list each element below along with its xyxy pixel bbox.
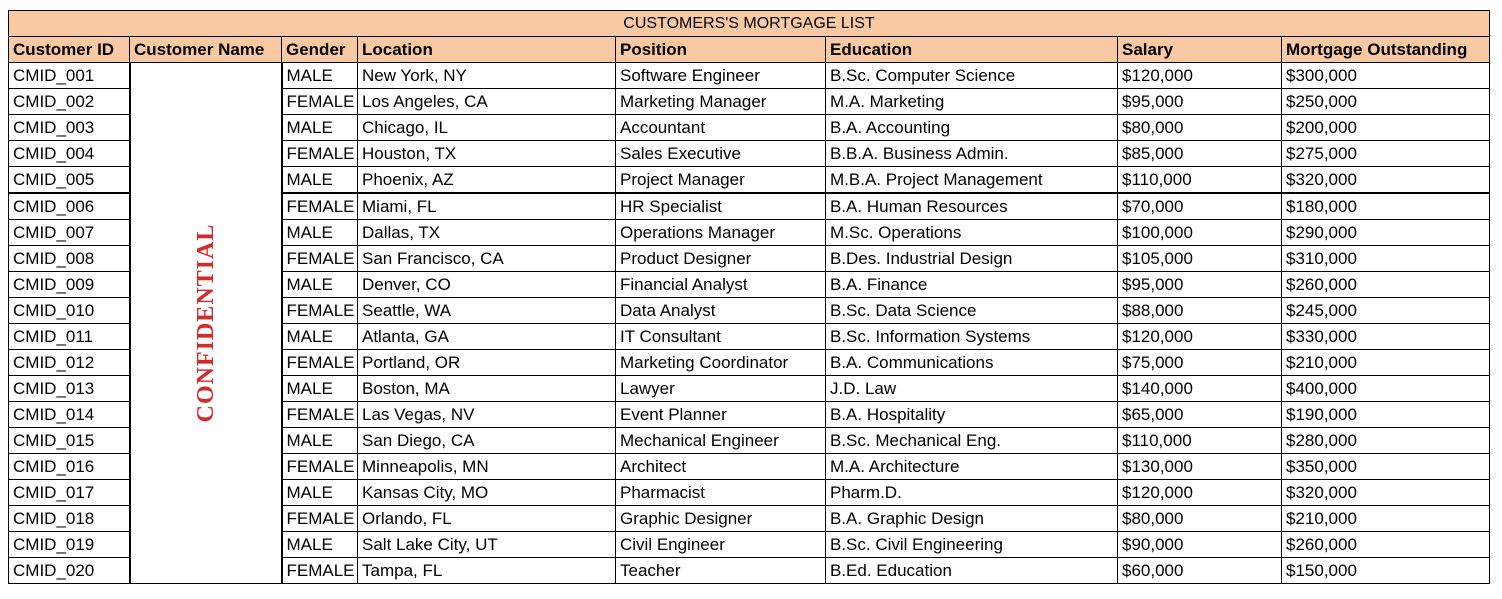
cell-customer-id: CMID_019 — [9, 532, 130, 558]
cell-mortgage: $400,000 — [1282, 376, 1490, 402]
cell-customer-id: CMID_013 — [9, 376, 130, 402]
cell-customer-id: CMID_015 — [9, 428, 130, 454]
cell-position: Software Engineer — [616, 63, 826, 89]
cell-salary: $120,000 — [1118, 324, 1282, 350]
cell-customer-id: CMID_014 — [9, 402, 130, 428]
cell-customer-id: CMID_011 — [9, 324, 130, 350]
cell-salary: $120,000 — [1118, 480, 1282, 506]
cell-gender: FEMALE — [282, 141, 358, 167]
cell-position: Mechanical Engineer — [616, 428, 826, 454]
header-row — [9, 37, 1490, 63]
cell-position: Project Manager — [616, 167, 826, 194]
cell-salary: $95,000 — [1118, 272, 1282, 298]
column-header: Education — [826, 37, 1118, 63]
cell-mortgage: $250,000 — [1282, 89, 1490, 115]
cell-location: New York, NY — [358, 63, 616, 89]
cell-salary: $120,000 — [1118, 63, 1282, 89]
cell-mortgage: $210,000 — [1282, 350, 1490, 376]
cell-position: Accountant — [616, 115, 826, 141]
cell-gender: MALE — [282, 272, 358, 298]
column-header: Customer ID — [9, 37, 130, 63]
cell-position: Sales Executive — [616, 141, 826, 167]
cell-customer-id: CMID_006 — [9, 193, 130, 220]
cell-salary: $80,000 — [1118, 506, 1282, 532]
cell-mortgage: $260,000 — [1282, 532, 1490, 558]
cell-mortgage: $290,000 — [1282, 220, 1490, 246]
column-header: Salary — [1118, 37, 1282, 63]
cell-education: M.A. Marketing — [826, 89, 1118, 115]
cell-customer-id: CMID_018 — [9, 506, 130, 532]
cell-gender: MALE — [282, 376, 358, 402]
cell-salary: $88,000 — [1118, 298, 1282, 324]
column-header: Gender — [282, 37, 358, 63]
cell-position: Pharmacist — [616, 480, 826, 506]
confidential-label: CONFIDENTIAL — [192, 223, 219, 423]
cell-gender: FEMALE — [282, 558, 358, 584]
cell-gender: MALE — [282, 115, 358, 141]
cell-customer-id: CMID_020 — [9, 558, 130, 584]
cell-location: San Diego, CA — [358, 428, 616, 454]
cell-salary: $90,000 — [1118, 532, 1282, 558]
cell-education: B.A. Communications — [826, 350, 1118, 376]
cell-gender: MALE — [282, 532, 358, 558]
cell-mortgage: $275,000 — [1282, 141, 1490, 167]
cell-customer-id: CMID_009 — [9, 272, 130, 298]
cell-location: Chicago, IL — [358, 115, 616, 141]
cell-salary: $140,000 — [1118, 376, 1282, 402]
cell-gender: MALE — [282, 220, 358, 246]
cell-salary: $130,000 — [1118, 454, 1282, 480]
cell-salary: $110,000 — [1118, 428, 1282, 454]
cell-education: B.Sc. Civil Engineering — [826, 532, 1118, 558]
cell-mortgage: $150,000 — [1282, 558, 1490, 584]
cell-customer-id: CMID_003 — [9, 115, 130, 141]
cell-gender: FEMALE — [282, 402, 358, 428]
cell-mortgage: $280,000 — [1282, 428, 1490, 454]
cell-location: Denver, CO — [358, 272, 616, 298]
cell-gender: FEMALE — [282, 506, 358, 532]
cell-gender: FEMALE — [282, 193, 358, 220]
cell-mortgage: $180,000 — [1282, 193, 1490, 220]
cell-salary: $85,000 — [1118, 141, 1282, 167]
mortgage-list-sheet — [8, 10, 1490, 584]
cell-location: Miami, FL — [358, 193, 616, 220]
cell-location: Dallas, TX — [358, 220, 616, 246]
cell-gender: MALE — [282, 167, 358, 194]
cell-position: Civil Engineer — [616, 532, 826, 558]
cell-location: San Francisco, CA — [358, 246, 616, 272]
cell-location: Salt Lake City, UT — [358, 532, 616, 558]
cell-salary: $110,000 — [1118, 167, 1282, 194]
cell-gender: FEMALE — [282, 89, 358, 115]
customer-name-redacted-cell — [130, 63, 282, 584]
mortgage-table — [8, 10, 1490, 584]
cell-position: Marketing Coordinator — [616, 350, 826, 376]
cell-education: M.A. Architecture — [826, 454, 1118, 480]
cell-salary: $95,000 — [1118, 89, 1282, 115]
cell-position: Data Analyst — [616, 298, 826, 324]
cell-position: Teacher — [616, 558, 826, 584]
cell-location: Las Vegas, NV — [358, 402, 616, 428]
cell-gender: FEMALE — [282, 298, 358, 324]
cell-gender: FEMALE — [282, 454, 358, 480]
cell-position: Architect — [616, 454, 826, 480]
cell-location: Orlando, FL — [358, 506, 616, 532]
cell-position: Financial Analyst — [616, 272, 826, 298]
cell-education: B.Sc. Computer Science — [826, 63, 1118, 89]
cell-salary: $75,000 — [1118, 350, 1282, 376]
cell-location: Los Angeles, CA — [358, 89, 616, 115]
cell-mortgage: $310,000 — [1282, 246, 1490, 272]
table-body — [9, 63, 1490, 584]
cell-education: B.A. Finance — [826, 272, 1118, 298]
cell-gender: MALE — [282, 63, 358, 89]
cell-location: Atlanta, GA — [358, 324, 616, 350]
cell-customer-id: CMID_002 — [9, 89, 130, 115]
cell-location: Seattle, WA — [358, 298, 616, 324]
table-row — [9, 63, 1490, 89]
cell-customer-id: CMID_016 — [9, 454, 130, 480]
cell-education: B.B.A. Business Admin. — [826, 141, 1118, 167]
cell-education: Pharm.D. — [826, 480, 1118, 506]
cell-gender: FEMALE — [282, 350, 358, 376]
cell-gender: MALE — [282, 428, 358, 454]
cell-mortgage: $320,000 — [1282, 167, 1490, 194]
sheet-title: CUSTOMERS'S MORTGAGE LIST — [9, 11, 1490, 37]
cell-customer-id: CMID_010 — [9, 298, 130, 324]
cell-education: B.Sc. Information Systems — [826, 324, 1118, 350]
cell-education: M.Sc. Operations — [826, 220, 1118, 246]
cell-location: Tampa, FL — [358, 558, 616, 584]
cell-customer-id: CMID_017 — [9, 480, 130, 506]
cell-education: B.A. Human Resources — [826, 193, 1118, 220]
cell-salary: $70,000 — [1118, 193, 1282, 220]
cell-mortgage: $200,000 — [1282, 115, 1490, 141]
cell-salary: $65,000 — [1118, 402, 1282, 428]
cell-salary: $60,000 — [1118, 558, 1282, 584]
column-header: Location — [358, 37, 616, 63]
cell-location: Phoenix, AZ — [358, 167, 616, 194]
cell-location: Portland, OR — [358, 350, 616, 376]
cell-education: M.B.A. Project Management — [826, 167, 1118, 194]
cell-gender: MALE — [282, 324, 358, 350]
cell-education: B.Sc. Data Science — [826, 298, 1118, 324]
cell-education: B.A. Accounting — [826, 115, 1118, 141]
cell-mortgage: $350,000 — [1282, 454, 1490, 480]
cell-mortgage: $210,000 — [1282, 506, 1490, 532]
cell-education: B.A. Hospitality — [826, 402, 1118, 428]
cell-position: Product Designer — [616, 246, 826, 272]
cell-location: Boston, MA — [358, 376, 616, 402]
cell-mortgage: $330,000 — [1282, 324, 1490, 350]
cell-location: Kansas City, MO — [358, 480, 616, 506]
cell-salary: $80,000 — [1118, 115, 1282, 141]
cell-location: Minneapolis, MN — [358, 454, 616, 480]
column-header: Customer Name — [130, 37, 282, 63]
cell-mortgage: $320,000 — [1282, 480, 1490, 506]
cell-position: Graphic Designer — [616, 506, 826, 532]
cell-mortgage: $245,000 — [1282, 298, 1490, 324]
cell-position: Operations Manager — [616, 220, 826, 246]
cell-education: B.Sc. Mechanical Eng. — [826, 428, 1118, 454]
cell-gender: MALE — [282, 480, 358, 506]
column-header: Mortgage Outstanding — [1282, 37, 1490, 63]
cell-position: Lawyer — [616, 376, 826, 402]
cell-location: Houston, TX — [358, 141, 616, 167]
cell-position: IT Consultant — [616, 324, 826, 350]
cell-education: B.Ed. Education — [826, 558, 1118, 584]
cell-education: J.D. Law — [826, 376, 1118, 402]
cell-education: B.Des. Industrial Design — [826, 246, 1118, 272]
cell-customer-id: CMID_008 — [9, 246, 130, 272]
cell-customer-id: CMID_001 — [9, 63, 130, 89]
cell-customer-id: CMID_005 — [9, 167, 130, 194]
cell-customer-id: CMID_004 — [9, 141, 130, 167]
cell-mortgage: $300,000 — [1282, 63, 1490, 89]
cell-mortgage: $260,000 — [1282, 272, 1490, 298]
cell-position: Marketing Manager — [616, 89, 826, 115]
cell-education: B.A. Graphic Design — [826, 506, 1118, 532]
cell-salary: $100,000 — [1118, 220, 1282, 246]
cell-position: Event Planner — [616, 402, 826, 428]
cell-gender: FEMALE — [282, 246, 358, 272]
cell-mortgage: $190,000 — [1282, 402, 1490, 428]
cell-position: HR Specialist — [616, 193, 826, 220]
column-header: Position — [616, 37, 826, 63]
cell-salary: $105,000 — [1118, 246, 1282, 272]
cell-customer-id: CMID_012 — [9, 350, 130, 376]
cell-customer-id: CMID_007 — [9, 220, 130, 246]
